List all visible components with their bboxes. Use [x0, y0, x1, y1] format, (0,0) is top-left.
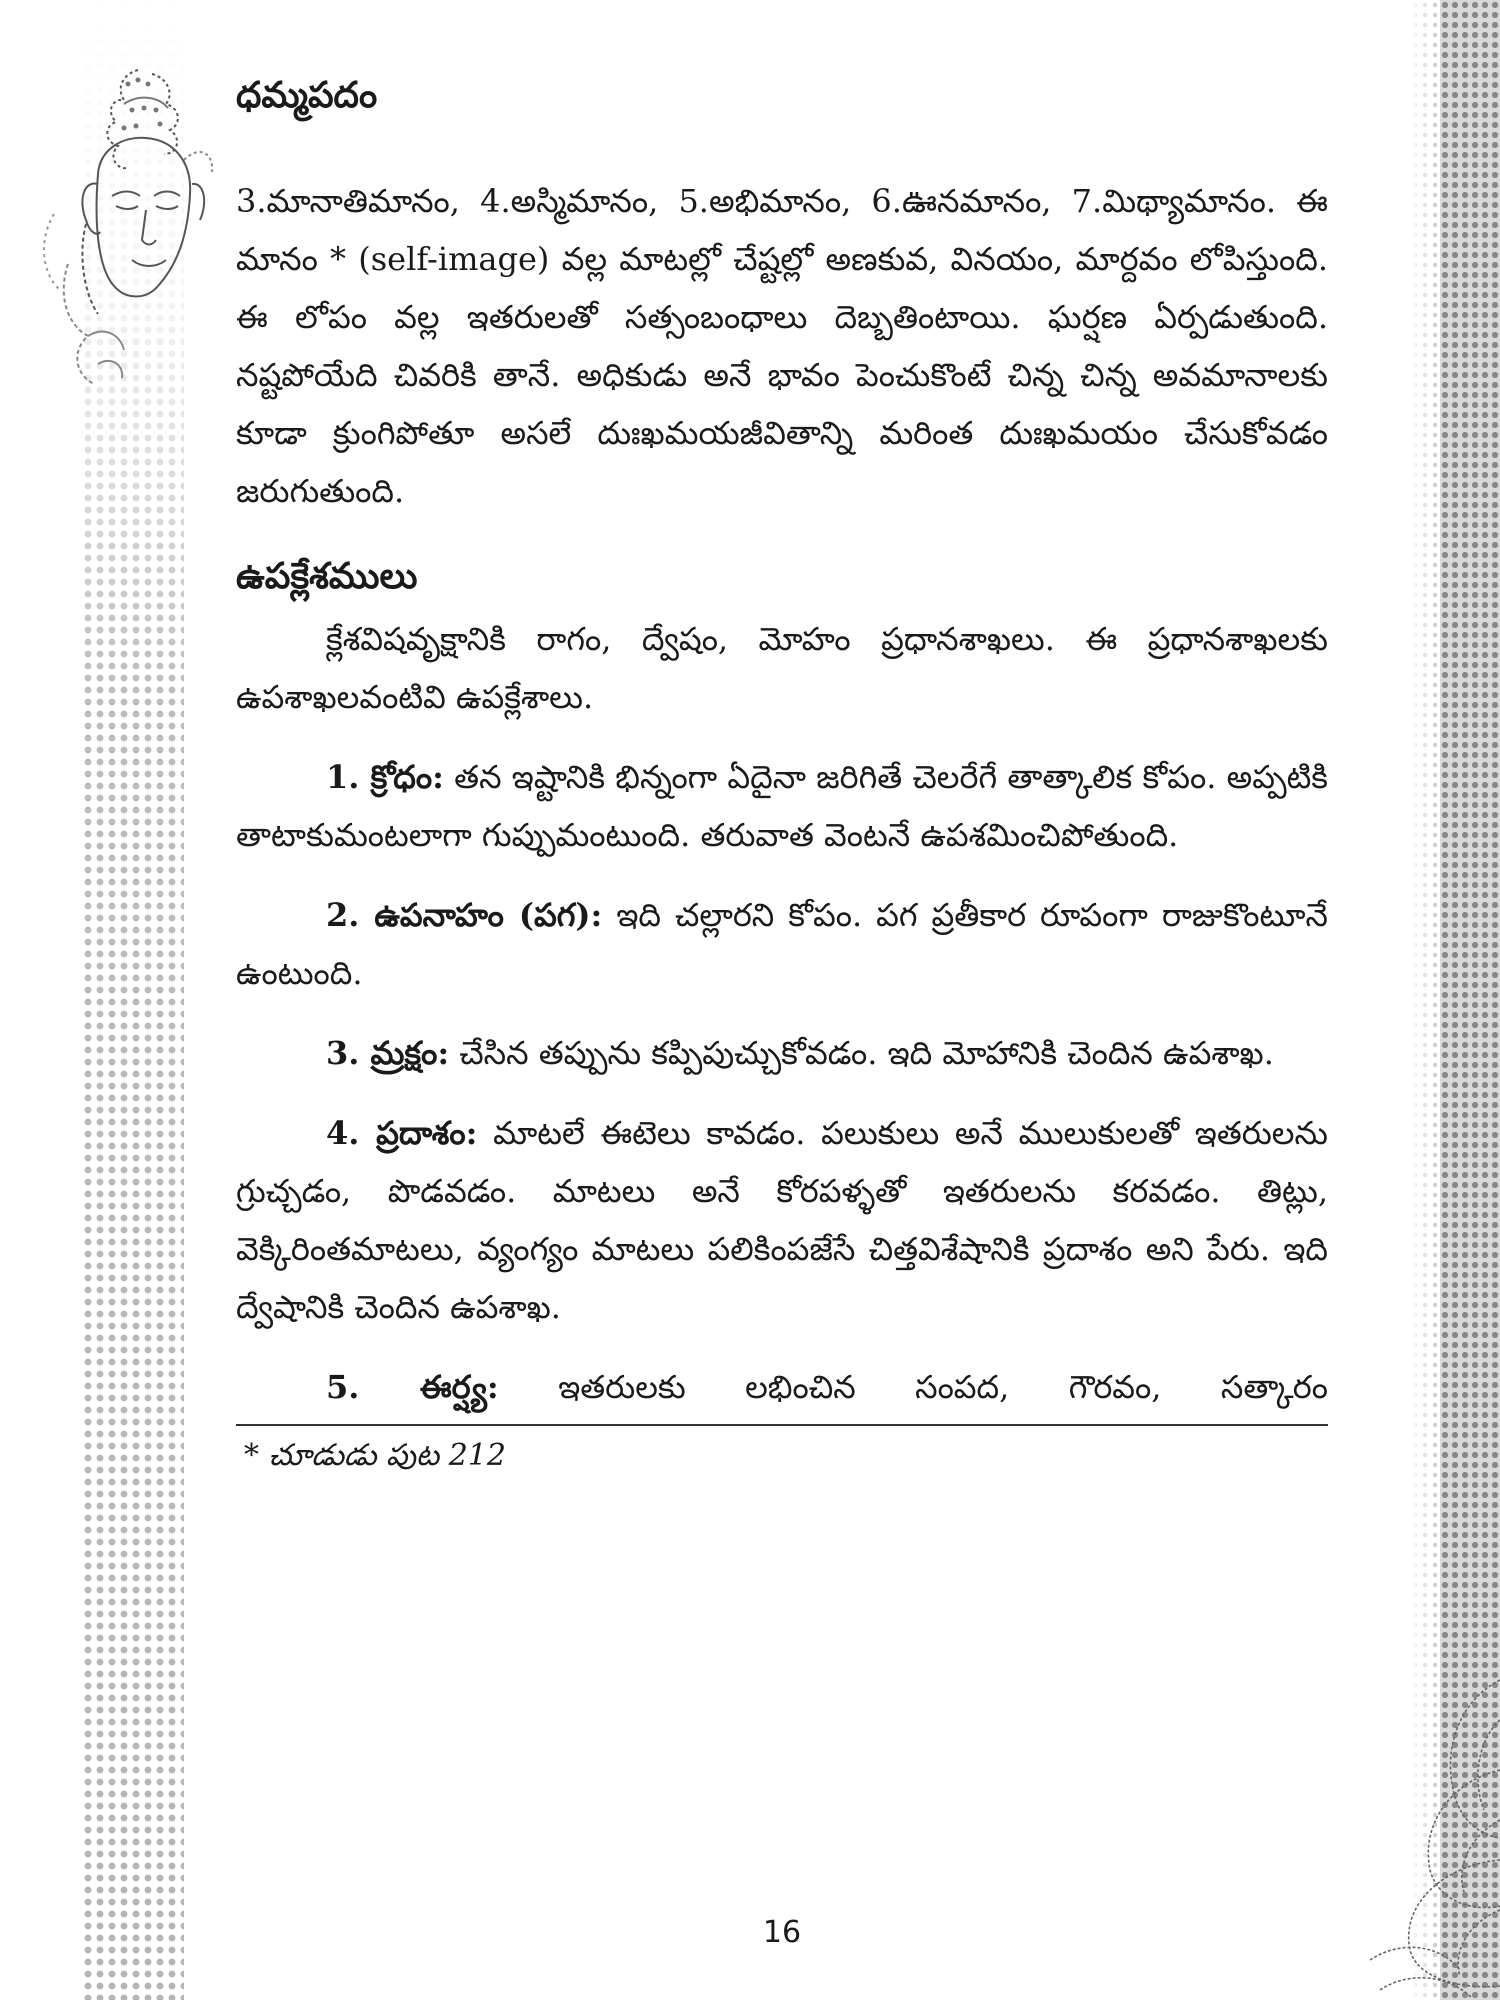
item-paragraph-1 — [236, 748, 1328, 864]
item-paragraph-5 — [236, 1358, 1328, 1416]
lotus-flower-illustration — [1360, 1660, 1500, 2000]
running-head: ధమ్మపదం — [236, 74, 378, 116]
section-heading: ఉపక్లేశములు — [236, 555, 418, 597]
footnote: * చూడుడు పుట 212 — [244, 1438, 506, 1473]
item-text-3: చేసిన తప్పును కప్పిపుచ్చుకోవడం. ఇది మోహానికి చెందిన ఉపశాఖ. — [449, 1034, 1274, 1072]
footnote-divider — [236, 1424, 1328, 1426]
buddha-face-illustration — [28, 64, 228, 424]
item-text-1: తన ఇష్టానికి భిన్నంగా ఏదైనా జరిగితే చెలరేగే తాత్కాలిక కోపం. అప్పటికి తాటాకుమంటలాగా గుప్పుమంటుంది. తరువాత వెంటనే ఉపశమించిపోతుంది. — [236, 758, 1328, 854]
item-term-2: 2. ఉపనాహం (పగ): — [326, 896, 603, 934]
intro-paragraph: క్లేశవిషవృక్షానికి రాగం, ద్వేషం, మోహం ప్రధానశాఖలు. ఈ ప్రధానశాఖలకు ఉపశాఖలవంటివి ఉపక్లేశాలు. — [236, 620, 1328, 716]
item-paragraph-2 — [236, 886, 1328, 1002]
item-text-4: మాటలే ఈటెలు కావడం. పలుకులు అనే ములుకులతో ఇతరులను గ్రుచ్చడం, పొడవడం. మాటలు అనే కోరపళ్ళతో ఇతరులను కరవడం. తిట్లు, వెక్కిరింతమాటలు, వ్యంగ్యం మాటలు పలికింపజేసే చిత్తవిశేషానికి ప్రదాశం అని పేరు. ఇది ద్వేషానికి చెందిన ఉపశాఖ. — [236, 1114, 1328, 1326]
page-content — [236, 70, 1328, 1476]
item-text-5: ఇతరులకు లభించిన సంపద, గౌరవం, సత్కారం — [498, 1368, 1328, 1406]
item-term-1: 1. క్రోధం: — [326, 758, 444, 796]
body-paragraph: 3.మానాతిమానం, 4.అస్మిమానం, 5.అభిమానం, 6.ఊనమానం, 7.మిథ్యామానం. ఈ మానం * (self-image) వల్ల మాటల్లో చేష్టల్లో అణకువ, వినయం, మార్దవం లోపిస్తుంది. ఈ లోపం వల్ల ఇతరులతో సత్సంబంధాలు దెబ్బతింటాయి. ఘర్షణ ఏర్పడుతుంది. నష్టపోయేది చివరికి తానే. అధికుడు అనే భావం పెంచుకొంటే చిన్న చిన్న అవమానాలకు కూడా క్రుంగిపోతూ అసలే దుఃఖమయజీవితాన్ని మరింత దుఃఖమయం చేసుకోవడం జరుగుతుంది. — [236, 182, 1328, 510]
item-paragraph-4 — [236, 1104, 1328, 1336]
item-text-2: ఇది చల్లారని కోపం. పగ ప్రతీకార రూపంగా రాజుకొంటూనే ఉంటుంది. — [236, 896, 1328, 992]
item-term-4: 4. ప్రదాశం: — [326, 1114, 478, 1152]
page-number: 16 — [762, 1915, 802, 1950]
item-paragraph-3 — [236, 1024, 1328, 1082]
item-term-3: 3. మ్రక్షం: — [326, 1034, 450, 1072]
item-term-5: 5. ఈర్ష్య: — [326, 1368, 499, 1406]
